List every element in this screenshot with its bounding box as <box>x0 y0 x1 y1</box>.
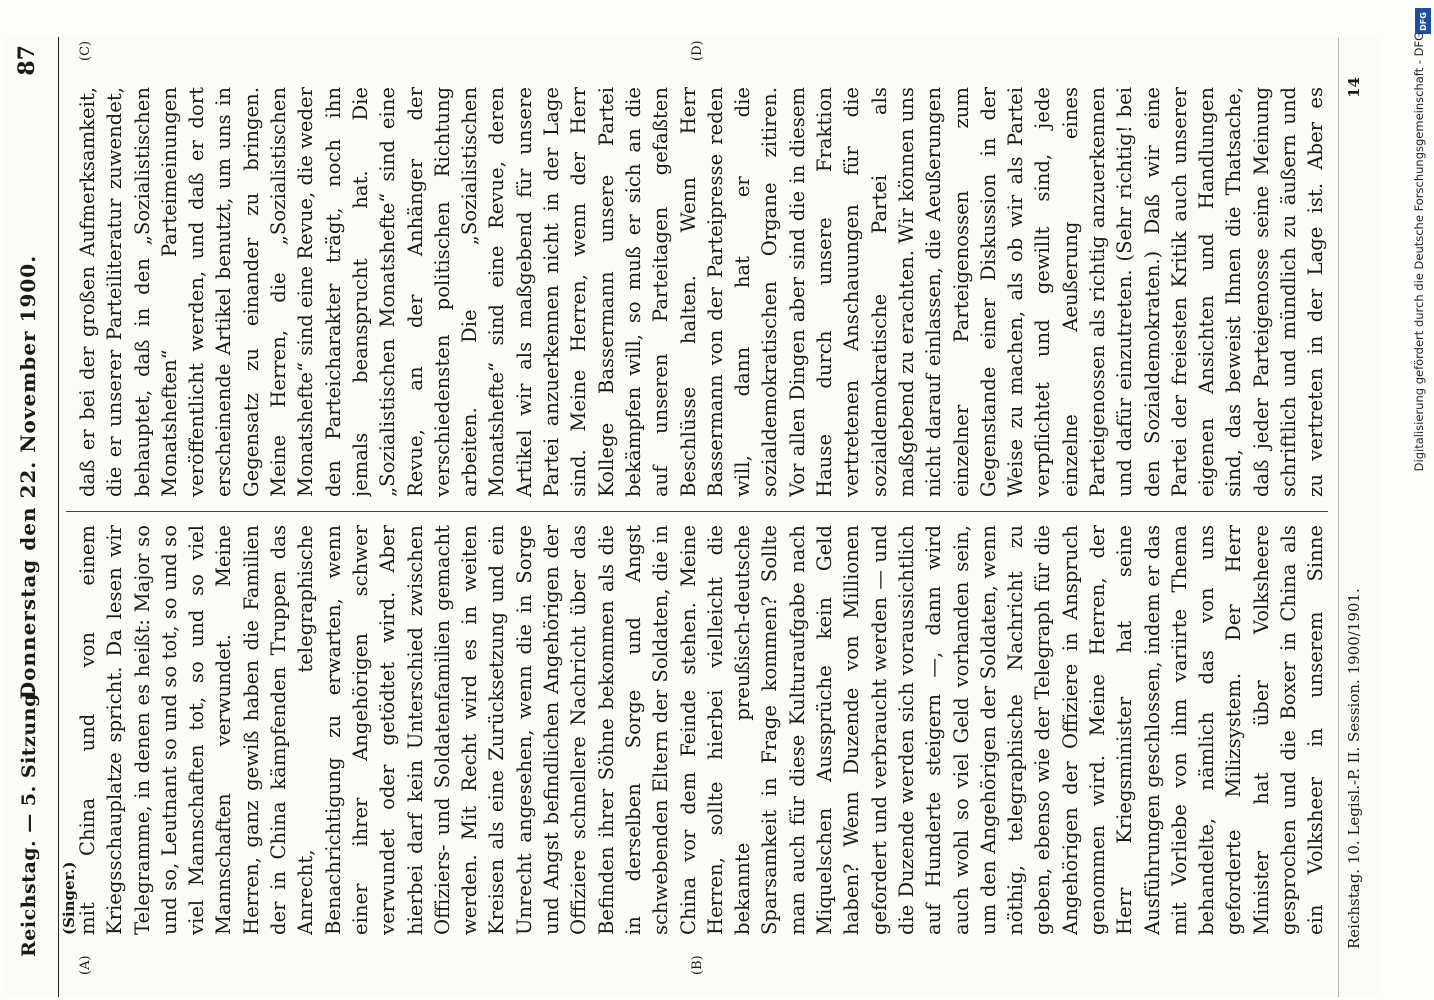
right-column-text: daß er bei der großen Aufmerksamkeit, die er unserer Parteiliteratur zuwendet, behauptet, daß in den „Sozialistischen Monatsheften“ Parteimeinungen veröffentlicht werden, und daß er dort erscheinende Artikel benutzt, um uns in Gegensatz zu einander zu bringen. Meine Herren, die „Sozialistischen Monatshefte“ sind eine Revue, die weder den Parteicharakter trägt, noch ihn jemals beansprucht hat. Die „Sozialistischen Monatshefte“ sind eine Revue, an der Anhänger der verschiedensten politischen Richtung arbeiten. Die „Sozialistischen Monatshefte“ sind eine Revue, deren Artikel wir als maßgebend für unsere Partei anzuerkennen nicht in der Lage sind. Meine Herren, wenn der Herr Kollege Bassermann unsere Partei bekämpfen will, so muß er sich an die auf unseren Parteitagen gefaßten Beschlüsse halten. Wenn Herr Bassermann von der Parteipresse reden will, dann hat er die sozialdemokratischen Organe zitiren. Vor allen Dingen aber sind die in diesem Hause durch unsere Fraktion vertretenen Anschauungen für die sozialdemokratische Partei als maßgebend zu erachten. Wir können uns nicht darauf einlassen, die Aeußerungen einzelner Parteigenossen zum Gegenstande einer Diskussion in der Weise zu machen, als ob wir als Partei verpflichtet und gewillt sind, jede einzelne Aeußerung eines Parteigenossen als richtig anzuerkennen und dafür einzutreten. (Sehr richtig! bei den Sozialdemokraten.) Daß wir eine Partei der freiesten Kritik auch unserer eigenen Ansichten und Handlungen sind, das beweist Ihnen die Thatsache, daß jeder Parteigenosse seine Meinung schriftlich und mündlich zu äußern und zu vertreten in der Lage ist. Aber es <box>75 87 1327 497</box>
header-date: Donnerstag den 22. November 1900. <box>15 254 40 700</box>
left-column-text: mit China und von einem Kriegsschauplatze spricht. Da lesen wir Telegramme, in denen es heißt: Major so und so, Leutnant so und so tot, so und so viel Mannschaften tot, so und so viel Mannschaften verwundet. Meine Herren, ganz gewiß haben die Familien der in China kämpfenden Truppen das Anrecht, telegraphische Benachrichtigung zu erwarten, wenn einer ihrer Angehörigen schwer verwundet oder getödtet wird. Aber hierbei darf kein Unterschied zwischen Offiziers- und Soldatenfamilien gemacht werden. Mit Recht wird es in weiten Kreisen als eine Zurücksetzung und ein Unrecht angesehen, wenn die in Sorge und Angst befindlichen Angehörigen der Offiziere schnellere Nachricht über das Befinden ihrer Söhne bekommen als die in derselben Sorge und Angst schwebenden Eltern der Soldaten, die in China vor dem Feinde stehen. Meine Herren, sollte hierbei vielleicht die bekannte preußisch-deutsche Sparsamkeit in Frage kommen? Sollte man auch für diese Kulturaufgabe nach Miquelschen Aussprüche kein Geld haben? Wenn Duzende von Millionen gefordert und verbraucht werden — und die Duzende werden sich voraussichtlich auf Hunderte steigern —, dann wird auch wohl so viel Geld vorhanden sein, um den Angehörigen der Soldaten, wenn nöthig, telegraphische Nachricht zu geben, ebenso wie der Telegraph für die Angehörigen der Offiziere in Anspruch genommen wird. Meine Herren, der Herr Kriegsminister hat seine Ausführungen geschlossen, indem er das mit Vorliebe von ihm variirte Thema behandelte, nämlich das von uns geforderte Milizsystem. Der Herr Minister hat über Volksheere gesprochen und die Boxer in China als ein Volksheer in unserem Sinne <box>75 525 1327 935</box>
header-session: Reichstag. — 5. Sitzung. <box>17 686 40 957</box>
text-column-right <box>74 87 1329 497</box>
column-divider <box>66 511 1328 512</box>
page-footer <box>1338 37 1379 997</box>
dfg-logo-text: DFG <box>1418 11 1428 31</box>
speaker-label: (Singer.) <box>59 861 78 935</box>
margin-marker-c: (C) <box>77 40 93 61</box>
text-column-left <box>74 525 1329 935</box>
digitization-note: Digitalisierung gefördert durch die Deutsche Forschungsgemeinschaft - DFG <box>1412 32 1426 472</box>
digitization-strip <box>1408 12 1430 992</box>
rotated-document-page <box>2 37 1382 997</box>
page-number: 87 <box>13 45 40 76</box>
footer-session-info: Reichstag. 10. Legisl.-P. II. Session. 1900/1901. <box>1344 588 1363 949</box>
footer-sheet-number: 14 <box>1344 77 1363 98</box>
margin-marker-b: (B) <box>689 955 705 975</box>
page-header <box>2 37 59 997</box>
margin-marker-a: (A) <box>77 955 93 975</box>
margin-marker-d: (D) <box>689 40 705 61</box>
